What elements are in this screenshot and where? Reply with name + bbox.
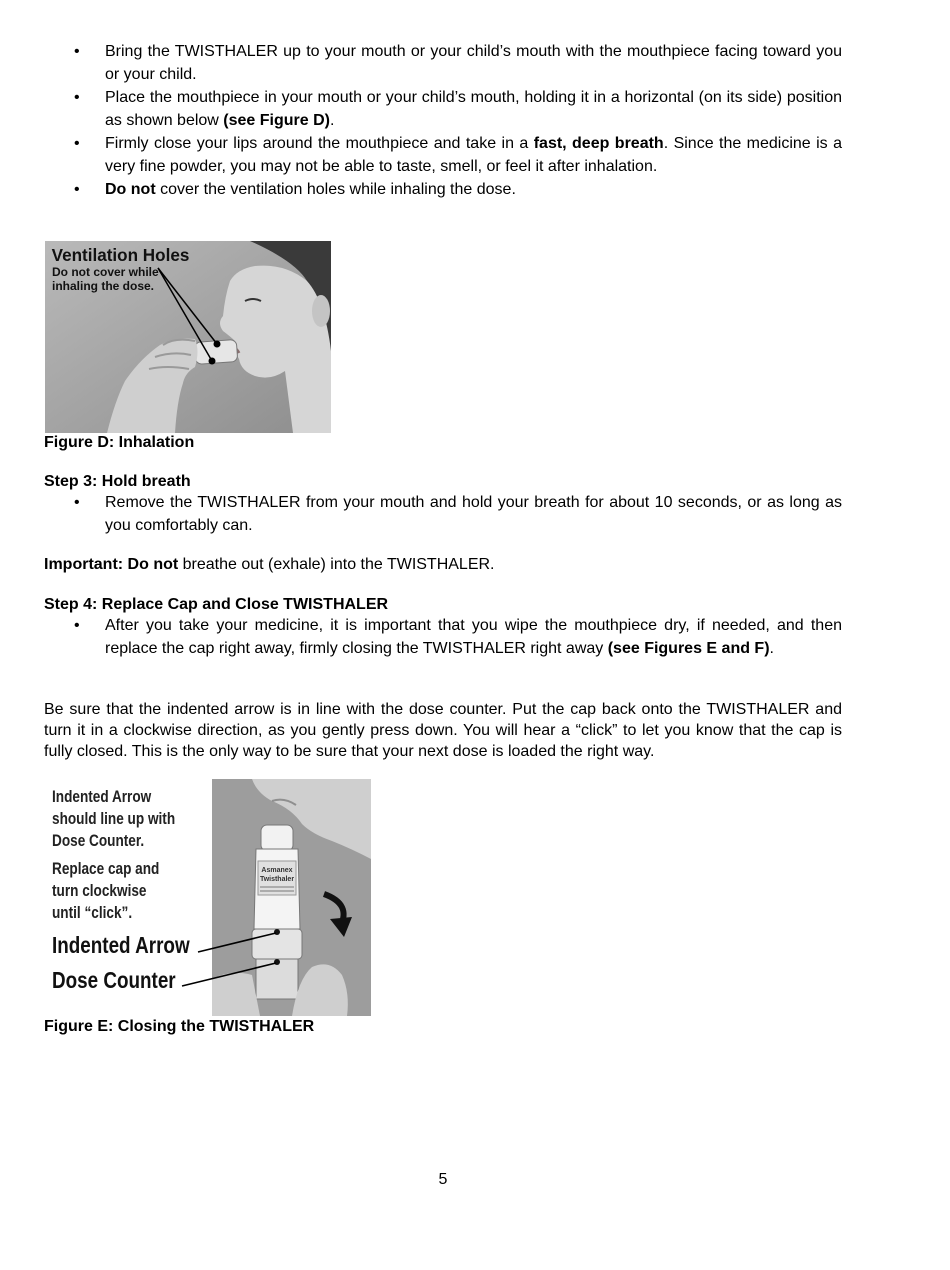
step4-heading: Step 4: Replace Cap and Close TWISTHALER [44,596,389,613]
figure-d-caption: Figure D: Inhalation [44,434,195,451]
figure-e-pointer-lines [150,900,310,1000]
step4-bullet-list [44,614,842,660]
device-name-text: Twisthaler [259,876,295,883]
important-note: Important: Do not breathe out (exhale) into the TWISTHALER. [44,556,495,573]
instruction-paragraph: Be sure that the indented arrow is in line with the dose counter. Put the cap back onto the TWISTHALER and turn it in a clockwise direction, as you gently press down. You will hear a “click” to let you know that the cap is fully closed. This is the only way to be sure that your next dose is loaded the right way. [44,701,842,760]
figure-e-text: Replace cap and [52,859,160,878]
list-item: • Bring the TWISTHALER up to your mouth or your child’s mouth with the mouthpiece facing toward you or your child. [44,40,842,86]
list-item: • Remove the TWISTHALER from your mouth and hold your breath for about 10 seconds, or as long as you comfortably can. [44,491,842,537]
figure-d-inhalation-illustration [45,241,331,433]
figure-d-note: inhaling the dose. [52,279,155,293]
figure-e-text: Indented Arrow [52,787,152,806]
figure-d-title: Ventilation Holes [51,244,190,266]
figure-e-caption: Figure E: Closing the TWISTHALER [44,1018,315,1035]
step3-bullet-list [44,491,842,537]
device-brand-text: Asmanex [261,867,293,874]
list-item: • After you take your medicine, it is important that you wipe the mouthpiece dry, if needed, and then replace the cap right away, firmly closing the TWISTHALER right away (see Figures E and F). [44,614,842,660]
step3-heading: Step 3: Hold breath [44,473,191,490]
figure-e-text: turn clockwise [52,881,147,900]
dose-counter-label: Dose Counter [52,967,176,993]
list-item: • Place the mouthpiece in your mouth or your child’s mouth, holding it in a horizontal (on its side) position as shown below (see Figure D). [44,86,842,132]
figure-e-text: until “click”. [52,903,133,922]
list-item: • Do not cover the ventilation holes while inhaling the dose. [44,178,842,201]
figure-e-text: should line up with [52,809,176,828]
list-item: • Firmly close your lips around the mouthpiece and take in a fast, deep breath. Since the medicine is a very fine powder, you may not be able to taste, smell, or feel it after inhalation. [44,132,842,178]
indented-arrow-label: Indented Arrow [52,932,190,958]
figure-d-note: Do not cover while [52,265,159,279]
page-number: 5 [438,1171,448,1188]
figure-e-text: Dose Counter. [52,831,145,850]
intro-bullet-list [44,40,842,201]
